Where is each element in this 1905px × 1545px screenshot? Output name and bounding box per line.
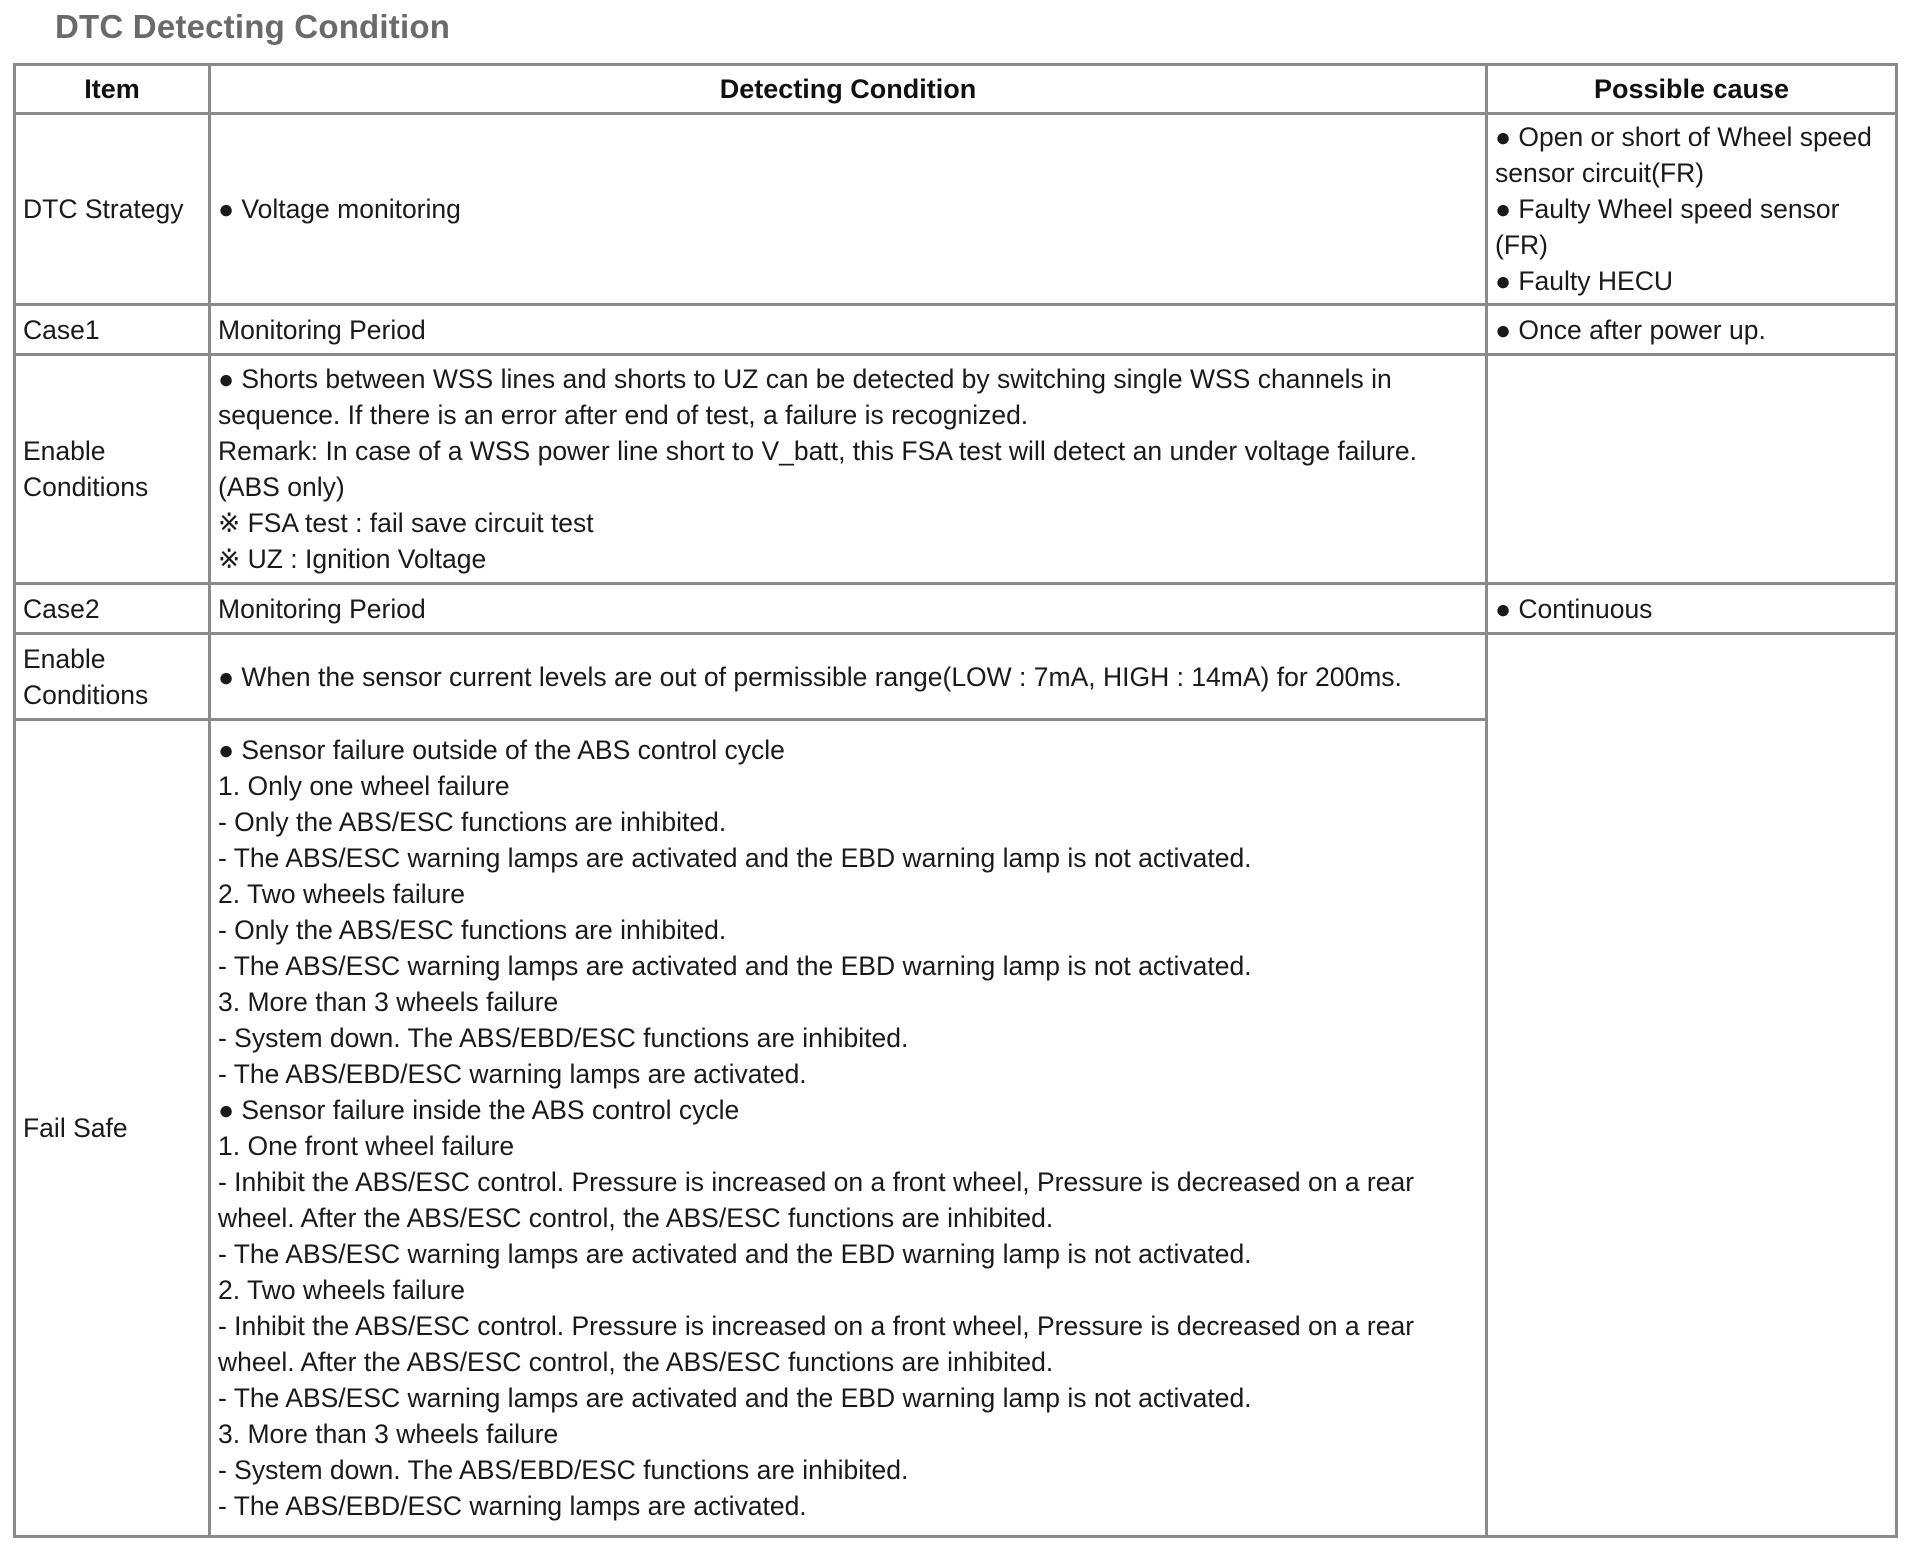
condition-line: - The ABS/ESC warning lamps are activated and the EBD warning lamp is not activated. (218, 1239, 1252, 1269)
cause-line: ● Continuous (1495, 593, 1653, 624)
cause-line: ● Faulty Wheel speed sensor (FR) (1495, 194, 1847, 260)
row-case1 (15, 305, 1897, 355)
header-cause: Possible cause (1487, 65, 1897, 114)
condition-line: - The ABS/EBD/ESC warning lamps are activated. (218, 1491, 807, 1521)
condition-line: ● Sensor failure outside of the ABS control cycle (218, 735, 785, 765)
condition-line: ● Sensor failure inside the ABS control cycle (218, 1095, 740, 1125)
dtc-table (13, 63, 1898, 1538)
condition-line: 1. One front wheel failure (218, 1131, 515, 1161)
item-enable-conditions-1: Enable Conditions (15, 355, 210, 584)
condition-line: - The ABS/ESC warning lamps are activated and the EBD warning lamp is not activated. (218, 951, 1252, 981)
condition-enable-conditions-1 (210, 355, 1487, 584)
condition-line: - Inhibit the ABS/ESC control. Pressure is increased on a front wheel, Pressure is decreased on a rear wheel. After the ABS/ESC control, the ABS/ESC functions are inhibited. (218, 1167, 1422, 1233)
condition-line: 3. More than 3 wheels failure (218, 1419, 559, 1449)
condition-dtc-strategy (210, 114, 1487, 305)
condition-line: - Only the ABS/ESC functions are inhibited. (218, 915, 727, 945)
condition-line: - Inhibit the ABS/ESC control. Pressure is increased on a front wheel, Pressure is decreased on a rear wheel. After the ABS/ESC control, the ABS/ESC functions are inhibited. (218, 1311, 1422, 1377)
header-item: Item (15, 65, 210, 114)
header-row (15, 65, 1897, 114)
header-condition: Detecting Condition (210, 65, 1487, 114)
condition-line: 1. Only one wheel failure (218, 771, 510, 801)
condition-line: - Only the ABS/ESC functions are inhibited. (218, 807, 727, 837)
condition-case1 (210, 305, 1487, 355)
condition-line: ※ FSA test : fail save circuit test (218, 508, 594, 538)
row-dtc-strategy (15, 114, 1897, 305)
condition-line: - System down. The ABS/EBD/ESC functions are inhibited. (218, 1455, 909, 1485)
condition-line: - The ABS/ESC warning lamps are activated and the EBD warning lamp is not activated. (218, 1383, 1252, 1413)
item-case1: Case1 (15, 305, 210, 355)
condition-line: Monitoring Period (218, 314, 426, 345)
item-case2: Case2 (15, 584, 210, 634)
condition-line: ● Shorts between WSS lines and shorts to UZ can be detected by switching single WSS channels in sequence. If there is an error after end of test, a failure is recognized. (218, 364, 1400, 430)
cause-line: ● Faulty HECU (1495, 266, 1673, 296)
row-enable-conditions-1 (15, 355, 1897, 584)
item-enable-conditions-2: Enable Conditions (15, 634, 210, 720)
condition-line: - The ABS/ESC warning lamps are activated and the EBD warning lamp is not activated. (218, 843, 1252, 873)
cause-line: ● Open or short of Wheel speed sensor circuit(FR) (1495, 122, 1880, 188)
page-title: DTC Detecting Condition (55, 8, 451, 45)
condition-line: - The ABS/EBD/ESC warning lamps are activated. (218, 1059, 807, 1089)
condition-line: ● When the sensor current levels are out of permissible range(LOW : 7mA, HIGH : 14mA) for 200ms. (218, 661, 1402, 692)
row-enable-conditions-2 (15, 634, 1897, 720)
condition-line: 2. Two wheels failure (218, 1275, 465, 1305)
row-case2 (15, 584, 1897, 634)
condition-fail-safe (210, 720, 1487, 1537)
cause-empty (1487, 634, 1897, 1537)
condition-case2 (210, 584, 1487, 634)
item-dtc-strategy: DTC Strategy (15, 114, 210, 305)
item-fail-safe: Fail Safe (15, 720, 210, 1537)
condition-line: ※ UZ : Ignition Voltage (218, 544, 487, 574)
condition-line: - System down. The ABS/EBD/ESC functions are inhibited. (218, 1023, 909, 1053)
condition-line: 2. Two wheels failure (218, 879, 465, 909)
condition-line: Monitoring Period (218, 593, 426, 624)
cause-case2 (1487, 584, 1897, 634)
condition-line: Remark: In case of a WSS power line short to V_batt, this FSA test will detect an under voltage failure. (ABS only) (218, 436, 1425, 502)
condition-line: ● Voltage monitoring (218, 194, 461, 224)
cause-line: ● Once after power up. (1495, 314, 1766, 345)
cause-case1 (1487, 305, 1897, 355)
condition-line: 3. More than 3 wheels failure (218, 987, 559, 1017)
cause-enable-conditions-1 (1487, 355, 1897, 584)
condition-enable-conditions-2 (210, 634, 1487, 720)
cause-dtc-strategy (1487, 114, 1897, 305)
